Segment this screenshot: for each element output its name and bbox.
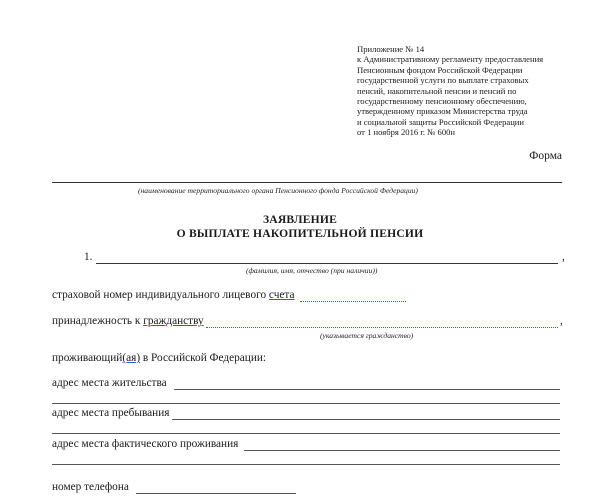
appendix-line: пенсий, накопительной пенсии и пенсий по	[357, 85, 517, 96]
appendix-line: к Административному регламенту предоставления	[357, 54, 544, 65]
snils-label	[52, 289, 295, 301]
citizenship-field[interactable]	[206, 327, 558, 328]
form-label: Форма	[529, 150, 562, 162]
section-number: 1.	[84, 251, 93, 263]
phone-label: номер телефона	[52, 481, 129, 493]
actual-address-line-1[interactable]	[244, 450, 560, 451]
document-title: ЗАЯВЛЕНИЕ	[262, 213, 338, 226]
citizenship-label-text: принадлежность к	[52, 315, 144, 327]
snils-label-text: страховой номер индивидуального лицевого	[52, 289, 269, 301]
actual-address-line-2[interactable]	[52, 464, 560, 465]
full-name-caption: (фамилия, имя, отчество (при наличии))	[246, 266, 378, 275]
residence-address-label: адрес места жительства	[52, 377, 167, 389]
full-name-line[interactable]	[96, 263, 558, 264]
residing-label-text: проживающий	[52, 352, 123, 364]
appendix-line: Приложение № 14	[357, 44, 425, 54]
stay-address-line-2[interactable]	[52, 433, 560, 434]
residence-address-line-2[interactable]	[52, 403, 560, 404]
residing-label-suffix: в Российской Федерации:	[140, 352, 267, 364]
full-name-comma: ,	[562, 251, 565, 263]
organ-name-caption: (наименование территориального органа Пенсионного фонда Российской Федерации)	[138, 186, 418, 195]
stay-address-label: адрес места пребывания	[52, 407, 170, 419]
snils-label-underlined: счета	[268, 289, 295, 301]
appendix-line: государственному пенсионному обеспечению,	[357, 96, 527, 107]
residing-label-underlined: (ая)	[122, 352, 141, 364]
appendix-header	[357, 44, 593, 138]
snils-field[interactable]	[300, 301, 406, 302]
appendix-line: Пенсионным фондом Российской Федерации	[357, 64, 523, 75]
appendix-line: и социальной защиты Российской Федерации	[357, 116, 524, 127]
actual-address-label: адрес места фактического проживания	[52, 438, 239, 450]
residence-address-line-1[interactable]	[174, 389, 560, 390]
appendix-line: от 1 ноября 2016 г. № 600н	[357, 127, 456, 138]
organ-name-line[interactable]	[52, 182, 562, 183]
appendix-line: утвержденному приказом Министерства труда	[357, 106, 528, 117]
citizenship-comma: ,	[560, 315, 563, 327]
phone-field[interactable]	[136, 493, 296, 494]
stay-address-line-1[interactable]	[172, 419, 560, 420]
citizenship-caption: (указывается гражданство)	[320, 331, 414, 340]
citizenship-label	[52, 315, 204, 327]
appendix-line: государственной услуги по выплате страховых	[357, 75, 529, 86]
document-subtitle: О ВЫПЛАТЕ НАКОПИТЕЛЬНОЙ ПЕНСИИ	[176, 227, 424, 240]
citizenship-label-underlined: гражданству	[143, 315, 204, 327]
residing-label	[52, 352, 266, 364]
